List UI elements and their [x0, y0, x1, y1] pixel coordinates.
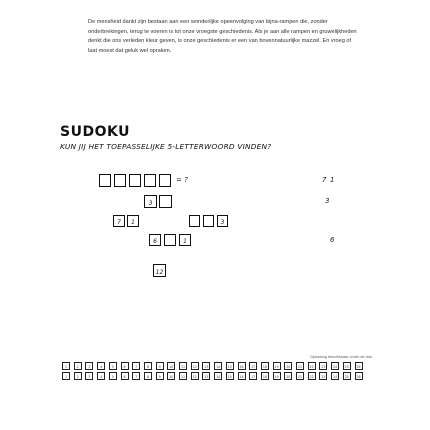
key-cell[interactable]: 18 [261, 372, 269, 380]
clue-number: 1 [330, 176, 335, 184]
key-cell[interactable]: 20 [284, 372, 292, 380]
box-number: 7 [117, 219, 121, 226]
key-cell[interactable]: 21 [296, 372, 304, 380]
key-cell[interactable]: 7 [132, 372, 140, 380]
key-cell[interactable]: 9 [156, 362, 164, 370]
key-cell[interactable]: 19 [273, 362, 281, 370]
key-cell[interactable]: 18 [261, 362, 269, 370]
key-cell[interactable]: 10 [167, 362, 175, 370]
box-number: 1 [131, 219, 135, 226]
key-cell[interactable]: 17 [249, 362, 257, 370]
key-cell[interactable]: 1 [62, 372, 70, 380]
key-cell[interactable]: 22 [308, 372, 316, 380]
key-cell[interactable]: 14 [214, 362, 222, 370]
answer-box-2[interactable] [114, 174, 126, 187]
key-cell[interactable]: 17 [249, 372, 257, 380]
answer-box-1[interactable] [99, 174, 111, 187]
key-cell[interactable]: 3 [85, 362, 93, 370]
key-cell[interactable]: 25 [343, 362, 351, 370]
key-cell[interactable]: 8 [144, 362, 152, 370]
key-cell[interactable]: 6 [121, 362, 129, 370]
answer-box-5[interactable] [159, 174, 171, 187]
sudoku-box[interactable] [153, 264, 166, 277]
key-cell[interactable]: 10 [167, 372, 175, 380]
key-cell[interactable]: 26 [355, 362, 363, 370]
key-cell[interactable]: 21 [296, 362, 304, 370]
sudoku-box[interactable] [159, 195, 172, 208]
sudoku-box[interactable] [203, 215, 214, 227]
key-cell[interactable]: 3 [85, 372, 93, 380]
key-cell[interactable]: 19 [273, 372, 281, 380]
key-cell[interactable]: 13 [202, 372, 210, 380]
box-number: 3 [220, 219, 225, 226]
key-cell[interactable]: 15 [226, 362, 234, 370]
key-cell[interactable]: 12 [191, 372, 199, 380]
equals-question: = ? [176, 176, 188, 184]
sudoku-box[interactable] [189, 215, 200, 227]
key-cell[interactable]: 12 [191, 362, 199, 370]
key-cell[interactable]: 1 [62, 362, 70, 370]
key-cell[interactable]: 23 [319, 372, 327, 380]
key-cell[interactable]: 26 [355, 372, 363, 380]
box-number: 12 [155, 269, 164, 276]
intro-paragraph: De mensheid dankt zijn bestaan aan een wonderlijke opeenvolging van bijna-rampen die, zonder onderbrekingen, terug te voeren is tot onze vroegste geschiedenis. Als je aan alle rampen en gruwelijkheden denkt die ons verleden kleur geven, is onze geschiedenis er een van bovennatuurlijke mazzel. En vroeg of laat moest dat geluk wel opraken. [88, 19, 357, 54]
key-cell[interactable]: 11 [179, 372, 187, 380]
key-cell[interactable]: 25 [343, 372, 351, 380]
key-cell[interactable]: 16 [238, 372, 246, 380]
sudoku-box[interactable] [179, 234, 191, 246]
box-number: 1 [183, 238, 187, 245]
key-cell[interactable]: 11 [179, 362, 187, 370]
key-cell[interactable]: 4 [97, 372, 105, 380]
key-cell[interactable]: 6 [121, 372, 129, 380]
key-cell[interactable]: 13 [202, 362, 210, 370]
sudoku-box[interactable] [144, 195, 157, 208]
key-cell[interactable]: 5 [109, 362, 117, 370]
key-cell[interactable]: 24 [331, 362, 339, 370]
key-cell[interactable]: 15 [226, 372, 234, 380]
clue-number: 6 [330, 236, 335, 244]
clue-number: 7 [322, 176, 327, 184]
box-number: 3 [148, 200, 153, 207]
key-cell[interactable]: 9 [156, 372, 164, 380]
key-cell[interactable]: 2 [74, 372, 82, 380]
key-cell[interactable]: 7 [132, 362, 140, 370]
sudoku-box[interactable] [164, 234, 176, 246]
key-cell[interactable]: 22 [308, 362, 316, 370]
key-cell[interactable]: 14 [214, 372, 222, 380]
key-cell[interactable]: 20 [284, 362, 292, 370]
sudoku-box[interactable] [149, 234, 161, 246]
solution-caption: Oplossing beschikbaar onder de foto [310, 355, 373, 359]
sudoku-box[interactable] [113, 215, 125, 227]
sudoku-box[interactable] [217, 215, 228, 227]
key-cell[interactable]: 2 [74, 362, 82, 370]
key-cell[interactable]: 8 [144, 372, 152, 380]
key-cell[interactable]: 16 [238, 362, 246, 370]
box-number: 6 [153, 238, 157, 245]
page-title: SUDOKU [60, 124, 130, 140]
key-cell[interactable]: 4 [97, 362, 105, 370]
key-cell[interactable]: 24 [331, 372, 339, 380]
answer-box-3[interactable] [129, 174, 141, 187]
key-cell[interactable]: 23 [319, 362, 327, 370]
key-cell[interactable]: 5 [109, 372, 117, 380]
answer-box-4[interactable] [144, 174, 156, 187]
puzzle-question: KUN JIJ HET TOEPASSELIJKE 5-LETTERWOORD VINDEN? [60, 142, 272, 151]
clue-number: 3 [325, 197, 330, 205]
sudoku-box[interactable] [127, 215, 139, 227]
